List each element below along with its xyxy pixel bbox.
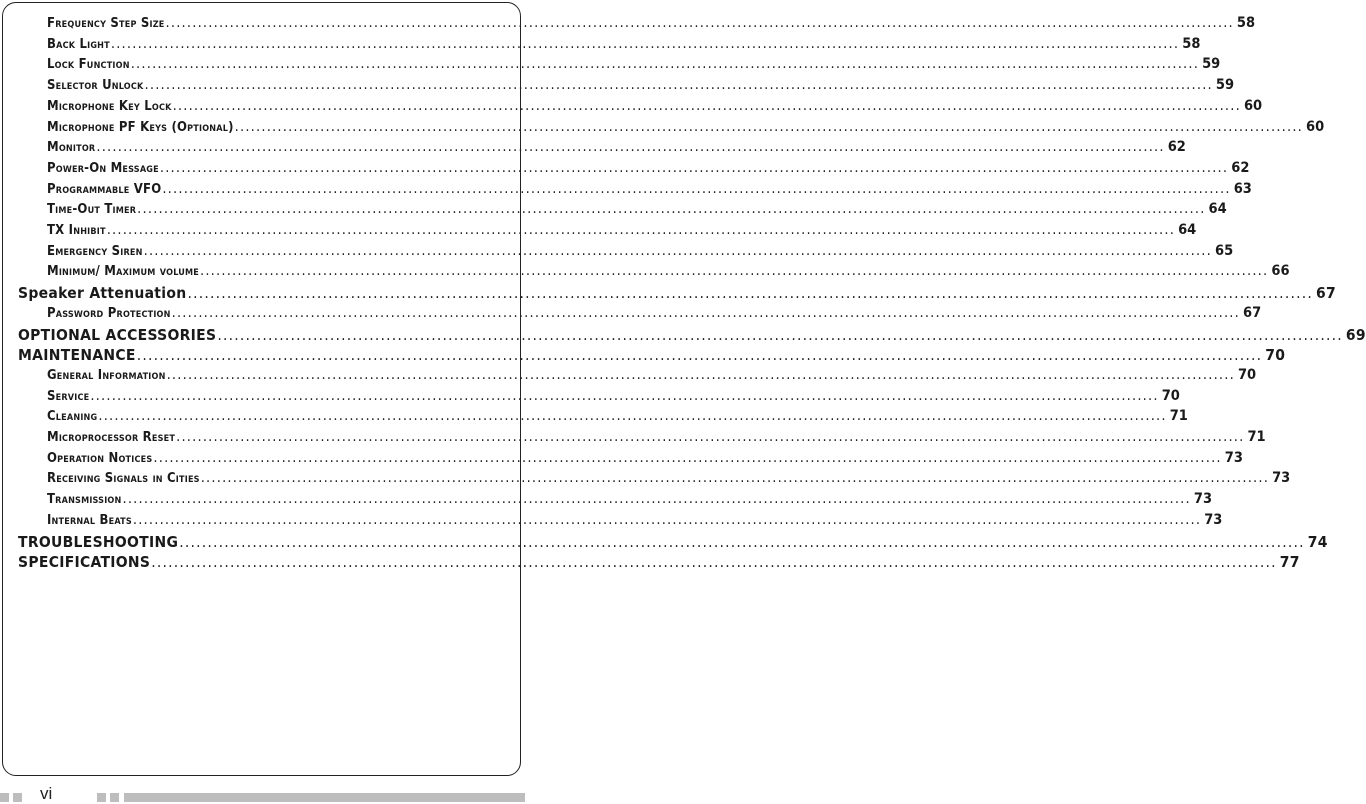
toc-entry-label: General Information	[47, 367, 166, 383]
toc-subsection-entry[interactable]	[47, 511, 1223, 528]
toc-entry-label: Service	[47, 388, 90, 404]
toc-dot-leader: ........................................................................................................................................................................................................	[187, 284, 1313, 303]
toc-entry-label: Minimum/ Maximum volume	[47, 264, 199, 280]
toc-dot-leader: ........................................................................................................................................................................................................	[90, 387, 1159, 404]
toc-entry-label: Microphone Key Lock	[47, 98, 172, 114]
toc-entry-label: Microphone PF Keys (Optional)	[47, 119, 234, 135]
toc-entry-label: Selector Unlock	[47, 78, 144, 94]
toc-page-number: 74	[1307, 532, 1328, 551]
toc-dot-leader: ........................................................................................................................................................................................................	[130, 56, 1200, 73]
toc-entry-label: Programmable VFO	[47, 181, 162, 197]
toc-page-number: 70	[1265, 346, 1286, 365]
toc-entry-label: Microprocessor Reset	[47, 430, 176, 445]
toc-dot-leader: ........................................................................................................................................................................................................	[200, 470, 1270, 487]
toc-entry-label: TROUBLESHOOTING	[18, 532, 179, 551]
toc-page-number: 58	[1236, 15, 1256, 31]
toc-page-number: 60	[1306, 118, 1325, 135]
toc-subsection-entry[interactable]	[47, 263, 1290, 280]
toc-entry-label: Operation Notices	[47, 450, 153, 466]
toc-page-number: 60	[1243, 97, 1263, 114]
toc-dot-leader: ........................................................................................................................................................................................................	[171, 304, 1240, 321]
toc-subsection-entry[interactable]	[47, 470, 1291, 487]
toc-section-entry[interactable]	[18, 325, 1366, 344]
toc-dot-leader: ........................................................................................................................................................................................................	[162, 180, 1231, 197]
toc-subsection-entry[interactable]	[47, 97, 1263, 114]
toc-dot-leader: ........................................................................................................................................................................................................	[144, 77, 1213, 94]
toc-entry-label: Monitor	[47, 140, 96, 156]
toc-subsection-entry[interactable]	[47, 449, 1243, 466]
toc-subsection-entry[interactable]	[47, 222, 1197, 238]
toc-entry-label: MAINTENANCE	[18, 346, 136, 365]
footer-decor-bar	[124, 793, 525, 802]
toc-subsection-entry[interactable]	[47, 304, 1262, 321]
toc-section-entry[interactable]	[18, 553, 1300, 572]
toc-entry-label: Time-Out Timer	[47, 202, 137, 218]
toc-subsection-entry[interactable]	[47, 139, 1186, 156]
toc-dot-leader: ........................................................................................................................................................................................................	[159, 159, 1229, 176]
toc-entry-label: Transmission	[47, 492, 122, 508]
toc-entry-label: Emergency Siren	[47, 243, 143, 259]
toc-page-number: 73	[1224, 449, 1243, 466]
toc-entry-label: Internal Beats	[47, 512, 132, 528]
toc-subsection-entry[interactable]	[47, 77, 1235, 94]
toc-dot-leader: ........................................................................................................................................................................................................	[165, 15, 1234, 31]
toc-dot-leader: ........................................................................................................................................................................................................	[143, 242, 1212, 259]
toc-dot-leader: ........................................................................................................................................................................................................	[136, 346, 1263, 365]
toc-subsection-entry[interactable]	[47, 429, 1266, 445]
footer-decor-square	[97, 793, 106, 802]
toc-subsection-entry[interactable]	[47, 201, 1227, 218]
toc-dot-leader: ........................................................................................................................................................................................................	[151, 553, 1277, 572]
toc-subsection-entry[interactable]	[47, 15, 1256, 31]
toc-dot-leader: ........................................................................................................................................................................................................	[179, 532, 1305, 551]
toc-page-number: 64	[1208, 201, 1227, 218]
toc-entry-label: Power-On Message	[47, 160, 159, 176]
toc-page-number: 58	[1182, 35, 1201, 52]
toc-section-entry[interactable]	[18, 532, 1328, 551]
toc-page-number: 62	[1231, 159, 1250, 176]
toc-dot-leader: ........................................................................................................................................................................................................	[217, 325, 1343, 344]
toc-dot-leader: ........................................................................................................................................................................................................	[176, 429, 1245, 445]
toc-dot-leader: ........................................................................................................................................................................................................	[137, 201, 1206, 218]
toc-section-entry[interactable]	[18, 284, 1336, 303]
toc-subsection-entry[interactable]	[47, 242, 1234, 259]
toc-entry-label: SPECIFICATIONS	[18, 553, 151, 572]
toc-subsection-entry[interactable]	[47, 366, 1257, 383]
toc-page-number: 62	[1167, 139, 1186, 156]
toc-dot-leader: ........................................................................................................................................................................................................	[200, 263, 1269, 280]
toc-dot-leader: ........................................................................................................................................................................................................	[172, 97, 1241, 114]
toc-section-entry[interactable]	[18, 346, 1286, 365]
toc-subsection-entry[interactable]	[47, 56, 1221, 73]
toc-entry-label: TX Inhibit	[47, 223, 106, 238]
footer-decor-square	[0, 793, 9, 802]
toc-dot-leader: ........................................................................................................................................................................................................	[132, 511, 1202, 528]
toc-page-number: 70	[1161, 387, 1180, 404]
toc-entry-label: Password Protection	[47, 305, 171, 321]
toc-subsection-entry[interactable]	[47, 180, 1252, 197]
toc-page-number: 73	[1204, 511, 1223, 528]
toc-subsection-entry[interactable]	[47, 491, 1213, 508]
toc-page-number: 71	[1169, 408, 1188, 425]
toc-subsection-entry[interactable]	[47, 408, 1188, 425]
toc-page-number: 66	[1271, 263, 1290, 280]
page-footer	[0, 786, 525, 802]
toc-dot-leader: ........................................................................................................................................................................................................	[110, 35, 1180, 52]
toc-dot-leader: ........................................................................................................................................................................................................	[234, 118, 1304, 135]
toc-subsection-entry[interactable]	[47, 159, 1250, 176]
toc-entry-label: Back Light	[47, 36, 110, 52]
toc-entry-label: Receiving Signals in Cities	[47, 471, 200, 487]
toc-page-number: 71	[1247, 429, 1266, 445]
toc-page-number: 59	[1215, 77, 1235, 94]
toc-subsection-entry[interactable]	[47, 35, 1201, 52]
footer-decor-square	[110, 793, 119, 802]
toc-page-number: 65	[1215, 242, 1234, 259]
toc-page-number: 73	[1193, 491, 1213, 508]
toc-entry-label: Cleaning	[47, 409, 98, 425]
toc-page-number: 64	[1178, 222, 1197, 238]
toc-dot-leader: ........................................................................................................................................................................................................	[166, 366, 1235, 383]
footer-decor-square	[13, 793, 22, 802]
page-number: vi	[40, 784, 53, 803]
toc-entry-label: Lock Function	[47, 57, 130, 73]
toc-entry-label: Frequency Step Size	[47, 16, 165, 31]
toc-page-number: 59	[1202, 56, 1221, 73]
toc-page-number: 77	[1279, 553, 1300, 572]
toc-page-number: 67	[1243, 304, 1262, 321]
toc-page-number: 69	[1345, 325, 1366, 344]
toc-page-number: 70	[1237, 366, 1257, 383]
toc-subsection-entry[interactable]	[47, 387, 1180, 404]
toc-page-number: 67	[1315, 284, 1336, 303]
toc-dot-leader: ........................................................................................................................................................................................................	[96, 139, 1165, 156]
toc-entry-label: Speaker Attenuation	[18, 284, 187, 303]
toc-dot-leader: ........................................................................................................................................................................................................	[106, 222, 1176, 238]
toc-entry-label: OPTIONAL ACCESSORIES	[18, 325, 217, 344]
toc-page-number: 63	[1233, 180, 1252, 197]
toc-dot-leader: ........................................................................................................................................................................................................	[153, 449, 1222, 466]
toc-dot-leader: ........................................................................................................................................................................................................	[98, 408, 1167, 425]
toc-dot-leader: ........................................................................................................................................................................................................	[122, 491, 1191, 508]
toc-page-number: 73	[1272, 470, 1291, 487]
toc-subsection-entry[interactable]	[47, 118, 1325, 135]
